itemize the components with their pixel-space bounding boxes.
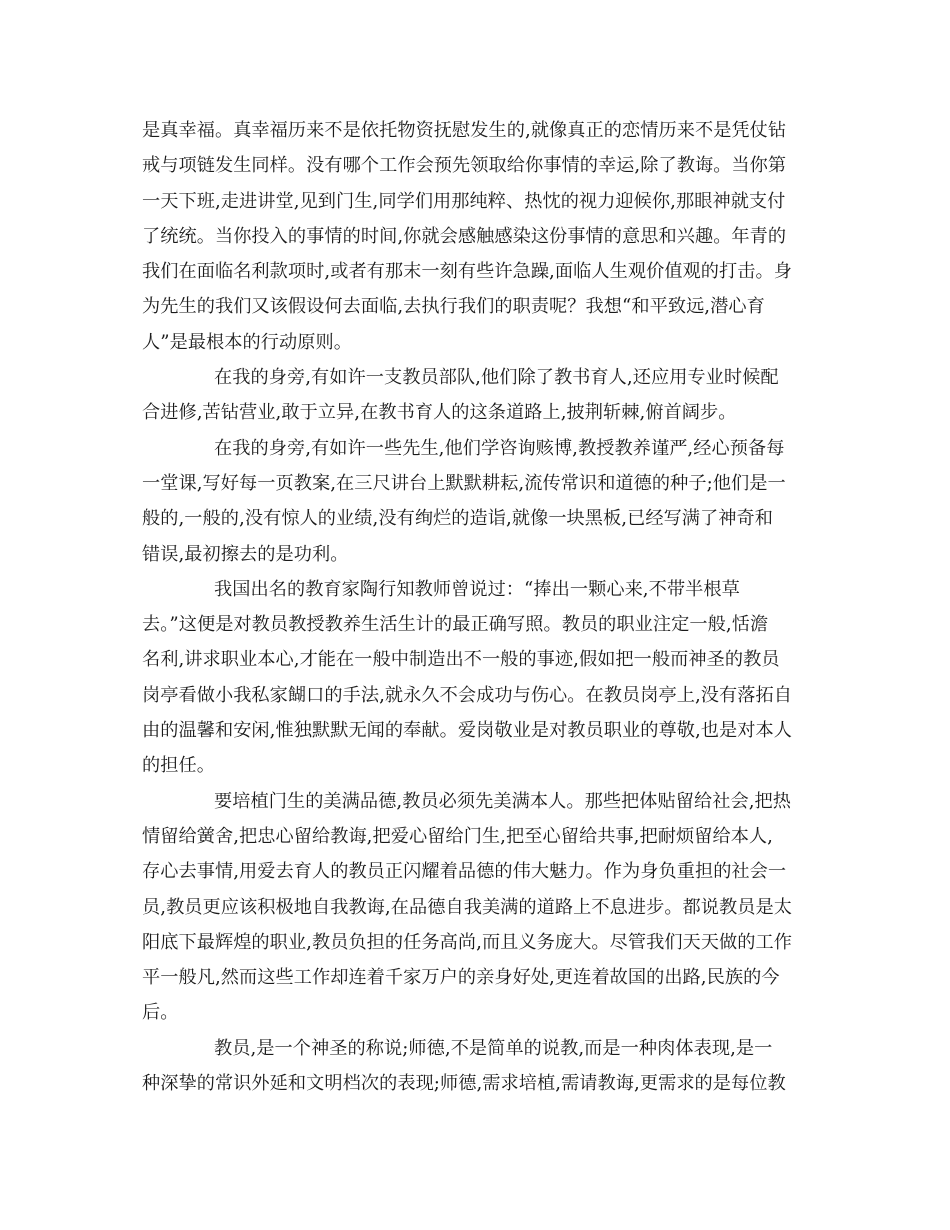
text-line: 一堂课,写好每一页教案,在三尺讲台上默默耕耘,流传常识和道德的种子;他们是一 (142, 472, 786, 494)
text-line: 了统统。当你投入的事情的时间,你就会感触感染这份事情的意思和兴趣。年青的 (142, 225, 787, 247)
text-line: 种深挚的常识外延和文明档次的表现;师德,需求培植,需请教诲,更需求的是每位教 (142, 1073, 786, 1095)
text-line: 员,教员更应该积极地自我教诲,在品德自我美满的道路上不息进步。都说教员是太 (142, 896, 792, 918)
text-line: 情留给黉舍,把忠心留给教诲,把爱心留给门生,把至心留给共事,把耐烦留给本人, (142, 825, 773, 847)
body-text (142, 113, 812, 1101)
text-line: 戒与项链发生同样。没有哪个工作会预先领取给你事情的幸运,除了教诲。当你第 (142, 155, 787, 177)
paragraph-first-line: 我国出名的教育家陶行知教师曾说过：“捧出一颗心来,不带半根草 (214, 578, 740, 600)
text-line: 名利,讲求职业本心,才能在一般中制造出不一般的事迹,假如把一般而神圣的教员 (142, 649, 780, 671)
text-line: 人”是最根本的行动原则。 (142, 331, 352, 353)
text-line: 是真幸福。真幸福历来不是依托物资抚慰发生的,就像真正的恋情历来不是凭仗钻 (142, 120, 787, 141)
text-line: 岗亭看做小我私家餬口的手法,就永久不会成功与伤心。在教员岗亭上,没有落拓自 (142, 684, 792, 706)
text-line: 错误,最初擦去的是功利。 (142, 543, 349, 565)
text-line: 般的,一般的,没有惊人的业绩,没有绚烂的造诣,就像一块黑板,已经写满了神奇和 (142, 508, 773, 530)
paragraph-first-line: 在我的身旁,有如许一些先生,他们学咨询赅博,教授教养谨严,经心预备每 (214, 437, 785, 459)
text-line: 的担任。 (142, 755, 215, 777)
text-line: 一天下班,走进讲堂,见到门生,同学们用那纯粹、热忱的视力迎候你,那眼神就支付 (142, 190, 786, 212)
text-line: 我们在面临名利款项时,或者有那末一刻有些许急躁,面临人生观价值观的打击。身 (142, 261, 792, 283)
paragraph-first-line: 要培植门生的美满品德,教员必须先美满本人。那些把体贴留给社会,把热 (214, 790, 792, 812)
text-line: 后。 (142, 1002, 179, 1024)
text-line: 阳底下最辉煌的职业,教员负担的任务高尚,而且义务庞大。尽管我们天天做的工作 (142, 931, 792, 953)
text-line: 由的温馨和安闲,惟独默默无闻的奉献。爱岗敬业是对教员职业的尊敬,也是对本人 (142, 720, 792, 742)
text-line: 平一般凡,然而这些工作却连着千家万户的亲身好处,更连着故国的出路,民族的今 (142, 967, 780, 989)
text-line: 存心去事情,用爱去育人的教员正闪耀着品德的伟大魅力。作为身负重担的社会一 (142, 861, 787, 883)
text-line: 合进修,苦钻营业,敢于立异,在教书育人的这条道路上,披荆斩棘,俯首阔步。 (142, 402, 737, 424)
paragraph-first-line: 教员,是一个神圣的称说;师德,不是简单的说教,而是一种肉体表现,是一 (214, 1037, 773, 1059)
text-line: 去。”这便是对教员教授教养生活生计的最正确写照。教员的职业注定一般,恬澹 (142, 614, 769, 636)
paragraph-first-line: 在我的身旁,有如许一支教员部队,他们除了教书育人,还应用专业时候配 (214, 367, 779, 389)
text-line: 为先生的我们又该假设何去面临,去执行我们的职责呢？我想“和平致远,潜心育 (142, 296, 765, 318)
